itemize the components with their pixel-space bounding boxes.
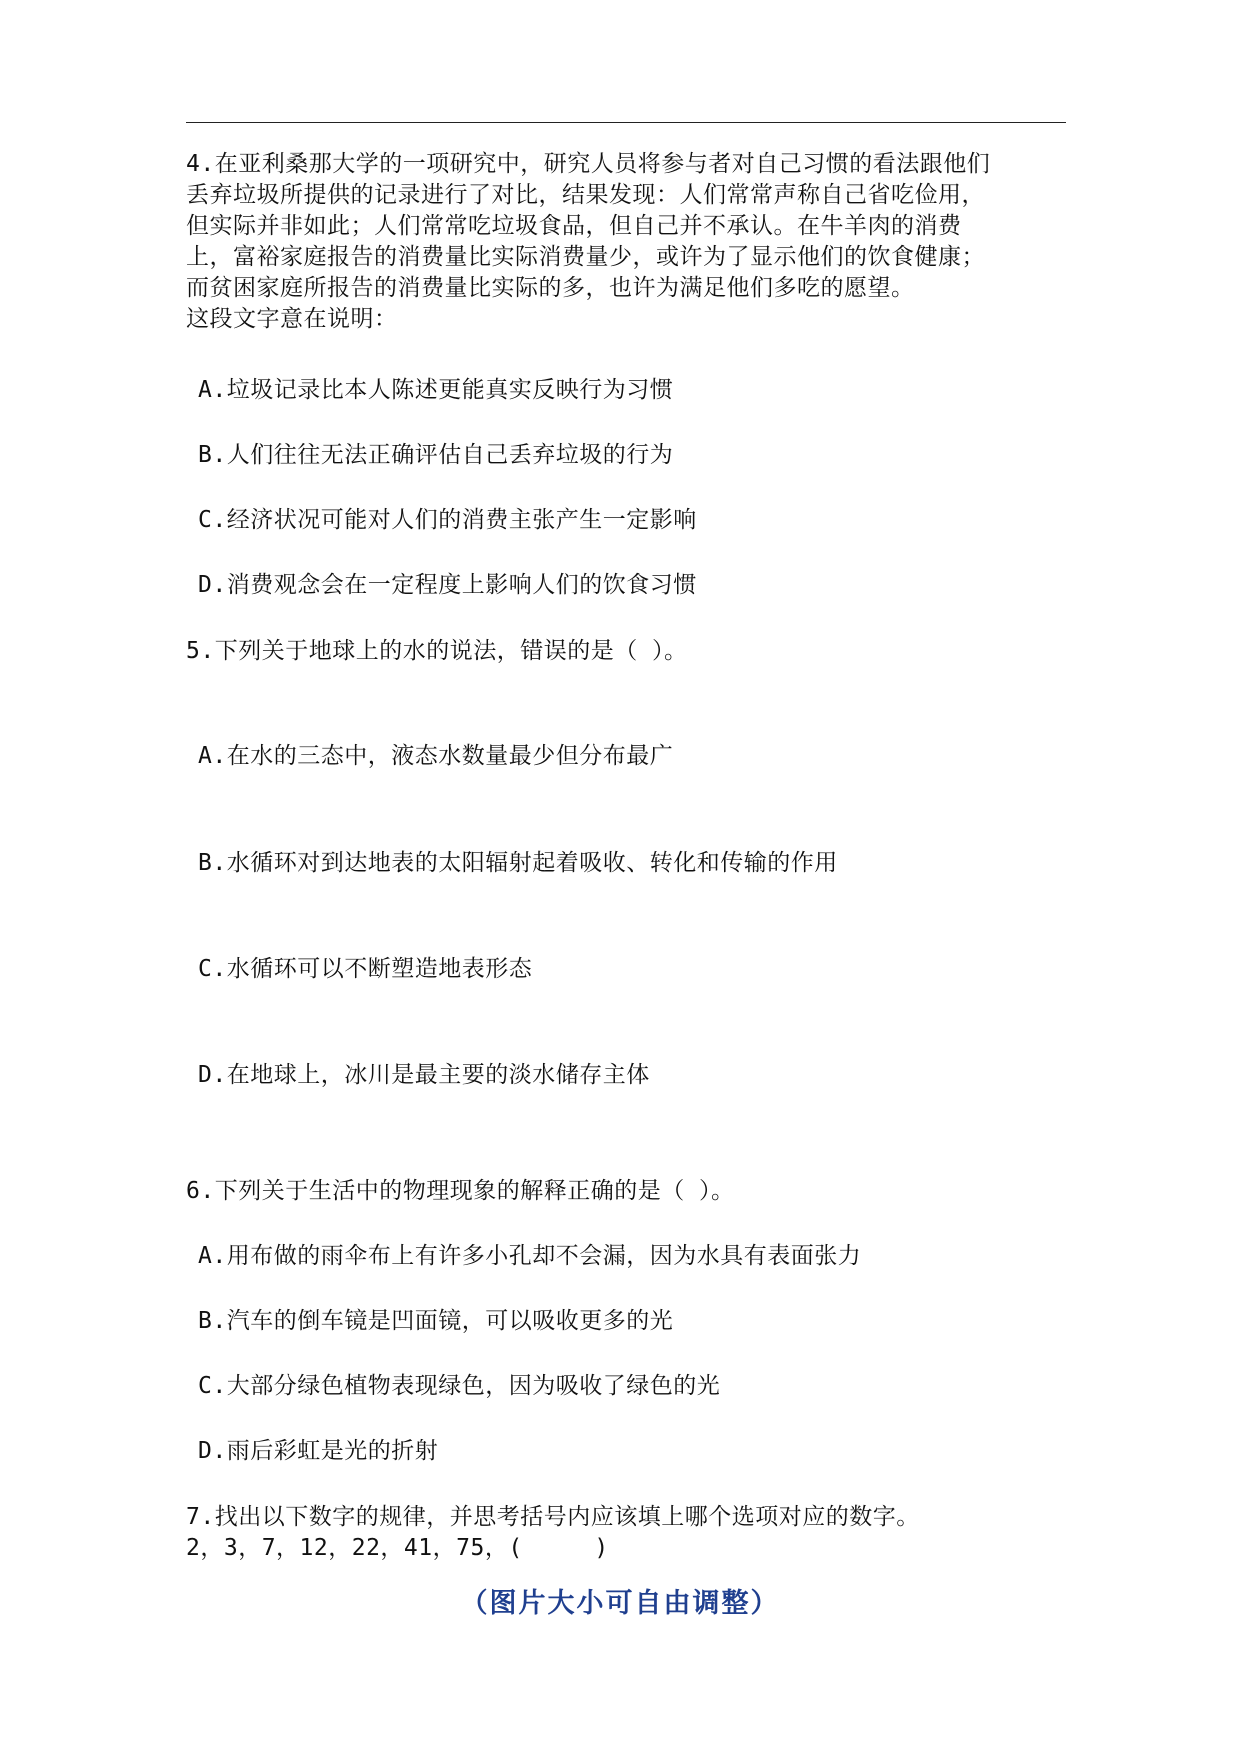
question-4-option-a: A.垃圾记录比本人陈述更能真实反映行为习惯 bbox=[198, 377, 674, 403]
question-5-option-a: A.在水的三态中，液态水数量最少但分布最广 bbox=[198, 743, 674, 769]
question-4-option-b: B.人们往往无法正确评估自己丢弃垃圾的行为 bbox=[198, 442, 674, 468]
question-6-option-c: C.大部分绿色植物表现绿色，因为吸收了绿色的光 bbox=[198, 1373, 721, 1399]
question-6-stem: 6.下列关于生活中的物理现象的解释正确的是（ ）。 bbox=[186, 1178, 735, 1204]
question-4-line-3: 但实际并非如此；人们常常吃垃圾食品，但自己并不承认。在牛羊肉的消费 bbox=[186, 213, 962, 239]
question-4-line-4: 上，富裕家庭报告的消费量比实际消费量少，或许为了显示他们的饮食健康； bbox=[186, 244, 985, 270]
question-4-prompt: 这段文字意在说明： bbox=[186, 306, 398, 332]
question-6-option-a: A.用布做的雨伞布上有许多小孔却不会漏，因为水具有表面张力 bbox=[198, 1243, 862, 1269]
header-rule bbox=[186, 122, 1066, 123]
question-6-option-d: D.雨后彩虹是光的折射 bbox=[198, 1438, 439, 1464]
question-4-option-c: C.经济状况可能对人们的消费主张产生一定影响 bbox=[198, 507, 697, 533]
question-7-sequence: 2，3，7，12，22，41，75，( ) bbox=[186, 1535, 609, 1561]
question-4-line-1: 4.在亚利桑那大学的一项研究中，研究人员将参与者对自己习惯的看法跟他们 bbox=[186, 151, 991, 177]
question-4-option-d: D.消费观念会在一定程度上影响人们的饮食习惯 bbox=[198, 572, 697, 598]
question-5-option-d: D.在地球上，冰川是最主要的淡水储存主体 bbox=[198, 1062, 650, 1088]
question-5-option-c: C.水循环可以不断塑造地表形态 bbox=[198, 956, 533, 982]
question-7-stem: 7.找出以下数字的规律，并思考括号内应该填上哪个选项对应的数字。 bbox=[186, 1504, 920, 1530]
question-4-line-5: 而贫困家庭所报告的消费量比实际的多，也许为满足他们多吃的愿望。 bbox=[186, 275, 915, 301]
image-resize-caption: （图片大小可自由调整） bbox=[460, 1588, 780, 1619]
question-5-stem: 5.下列关于地球上的水的说法，错误的是（ ）。 bbox=[186, 638, 688, 664]
question-4-line-2: 丢弃垃圾所提供的记录进行了对比，结果发现：人们常常声称自己省吃俭用， bbox=[186, 182, 985, 208]
question-6-option-b: B.汽车的倒车镜是凹面镜，可以吸收更多的光 bbox=[198, 1308, 674, 1334]
question-5-option-b: B.水循环对到达地表的太阳辐射起着吸收、转化和传输的作用 bbox=[198, 850, 838, 876]
